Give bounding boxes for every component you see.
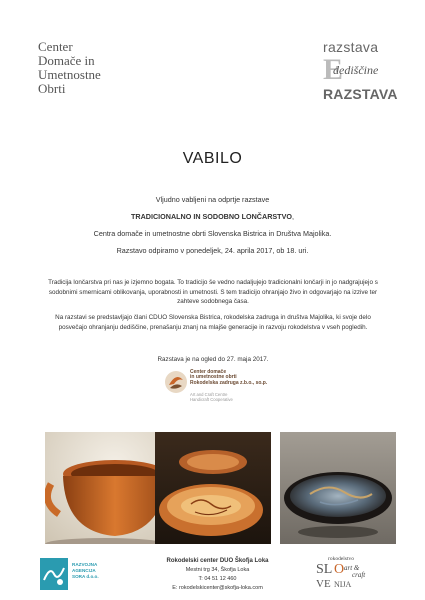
- mid-logo-english-line: Handicraft Cooperative: [190, 397, 233, 402]
- cduo-logo: [38, 40, 101, 96]
- photo-decorated-bowl: [155, 432, 271, 544]
- invitation-date: Razstavo odpiramo v ponedeljek, 24. aprila 2017, ob 18. uri.: [116, 246, 309, 255]
- rokodelstvo-ve: VE: [316, 578, 331, 590]
- sora-logo-icon: [40, 558, 68, 590]
- cduo-logo-line: Domače in: [38, 53, 95, 68]
- contact-address: Mestni trg 34, Škofja Loka: [185, 567, 250, 573]
- exhibition-title-suffix: ,: [291, 212, 294, 221]
- contact-email[interactable]: E: rokodelskicenter@skofja-loka.com: [172, 585, 263, 591]
- rokodelstvo-slovenija-logo: [312, 556, 392, 594]
- contact-name: Rokodelski center DUO Škofja Loka: [166, 558, 269, 564]
- cduo-logo-line: Umetnostne: [38, 67, 101, 82]
- dark-glazed-plate-image: [280, 432, 396, 544]
- rokodelstvo-art: art &: [344, 564, 360, 572]
- razstava-logo: [323, 40, 397, 102]
- mid-logo-line: Center domače: [190, 369, 227, 375]
- orange-pot-image: [45, 432, 161, 544]
- photo-orange-pot: [45, 432, 161, 544]
- mid-logo-line: in umetnostne obrti: [190, 374, 237, 381]
- razstava-logo-middle: [323, 55, 397, 85]
- decorated-bowl-image: [155, 432, 271, 544]
- contact-block: [150, 557, 285, 593]
- razstava-logo-top: razstava: [323, 39, 379, 55]
- paragraph-dates: Razstava je na ogled do 27. maja 2017.: [157, 356, 269, 363]
- mid-logo-slovene: [190, 370, 267, 386]
- rokodelstvo-o: O: [334, 562, 345, 577]
- razstava-logo-script: dediščine: [333, 63, 379, 77]
- rokodelstvo-craft: craft: [352, 571, 366, 579]
- sora-logo-text: [72, 562, 99, 580]
- razvojna-agencija-sora-logo: [40, 556, 110, 592]
- sora-logo-line: SORA d.o.o.: [72, 574, 99, 579]
- sora-logo-line: RAZVOJNA: [72, 562, 98, 567]
- sora-logo-line: AGENCIJA: [72, 568, 96, 573]
- paragraph-tradition: Tradicija lončarstva pri nas je izjemno bogata. To tradicijo še vedno nadaljujejo tradicionalni lončarji in jo nadgrajujejo s sodobnimi smernicami oblikovanja, uporabnosti in umetnosti. S tem tradicijo ohranjajo živo in odgovarjajo na izzive ter zahteve sodobnega časa.: [48, 279, 378, 305]
- photo-dark-glazed-plate: [280, 432, 396, 544]
- rokodelstvo-sl: SL: [316, 562, 333, 577]
- invitation-line: Vljudno vabljeni na odprtje razstave: [155, 195, 270, 204]
- cduo-logo-line: Obrti: [38, 81, 66, 96]
- razstava-logo-big-letter: E: [323, 53, 344, 86]
- rokodelstvo-nija: NIJA: [334, 580, 352, 589]
- mid-logo-line: Rokodelska zadruga z.b.o., so.p.: [190, 379, 268, 386]
- mid-logo-english: [190, 392, 233, 402]
- art-craft-centre-logo: [164, 370, 274, 410]
- razstava-logo-bottom: RAZSTAVA: [323, 86, 398, 102]
- invitation-organizers: Centra domače in umetnostne obrti Slovenska Bistrica in Društva Majolika.: [93, 229, 332, 238]
- pottery-icon: [164, 370, 188, 394]
- exhibition-title-line: [0, 212, 425, 221]
- cduo-logo-line: Center: [38, 39, 73, 54]
- page-title: VABILO: [182, 150, 243, 167]
- paragraph-exhibitors: Na razstavi se predstavljajo člani CDUO Slovenska Bistrica, rokodelska zadruga in društva Majolika, ki svoje delo posvečajo ohranjanju dediščine, prenašanju znanj na mlajše generacije in razvoju rokodelstva v vseh pogledih.: [55, 314, 371, 331]
- contact-phone: T: 04 51 12 460: [198, 576, 237, 582]
- mid-logo-english-line: Art and Craft Centre: [190, 392, 228, 397]
- exhibition-title: TRADICIONALNO IN SODOBNO LONČARSTVO: [131, 212, 292, 221]
- rokodelstvo-top: rokodelstvo: [328, 556, 354, 562]
